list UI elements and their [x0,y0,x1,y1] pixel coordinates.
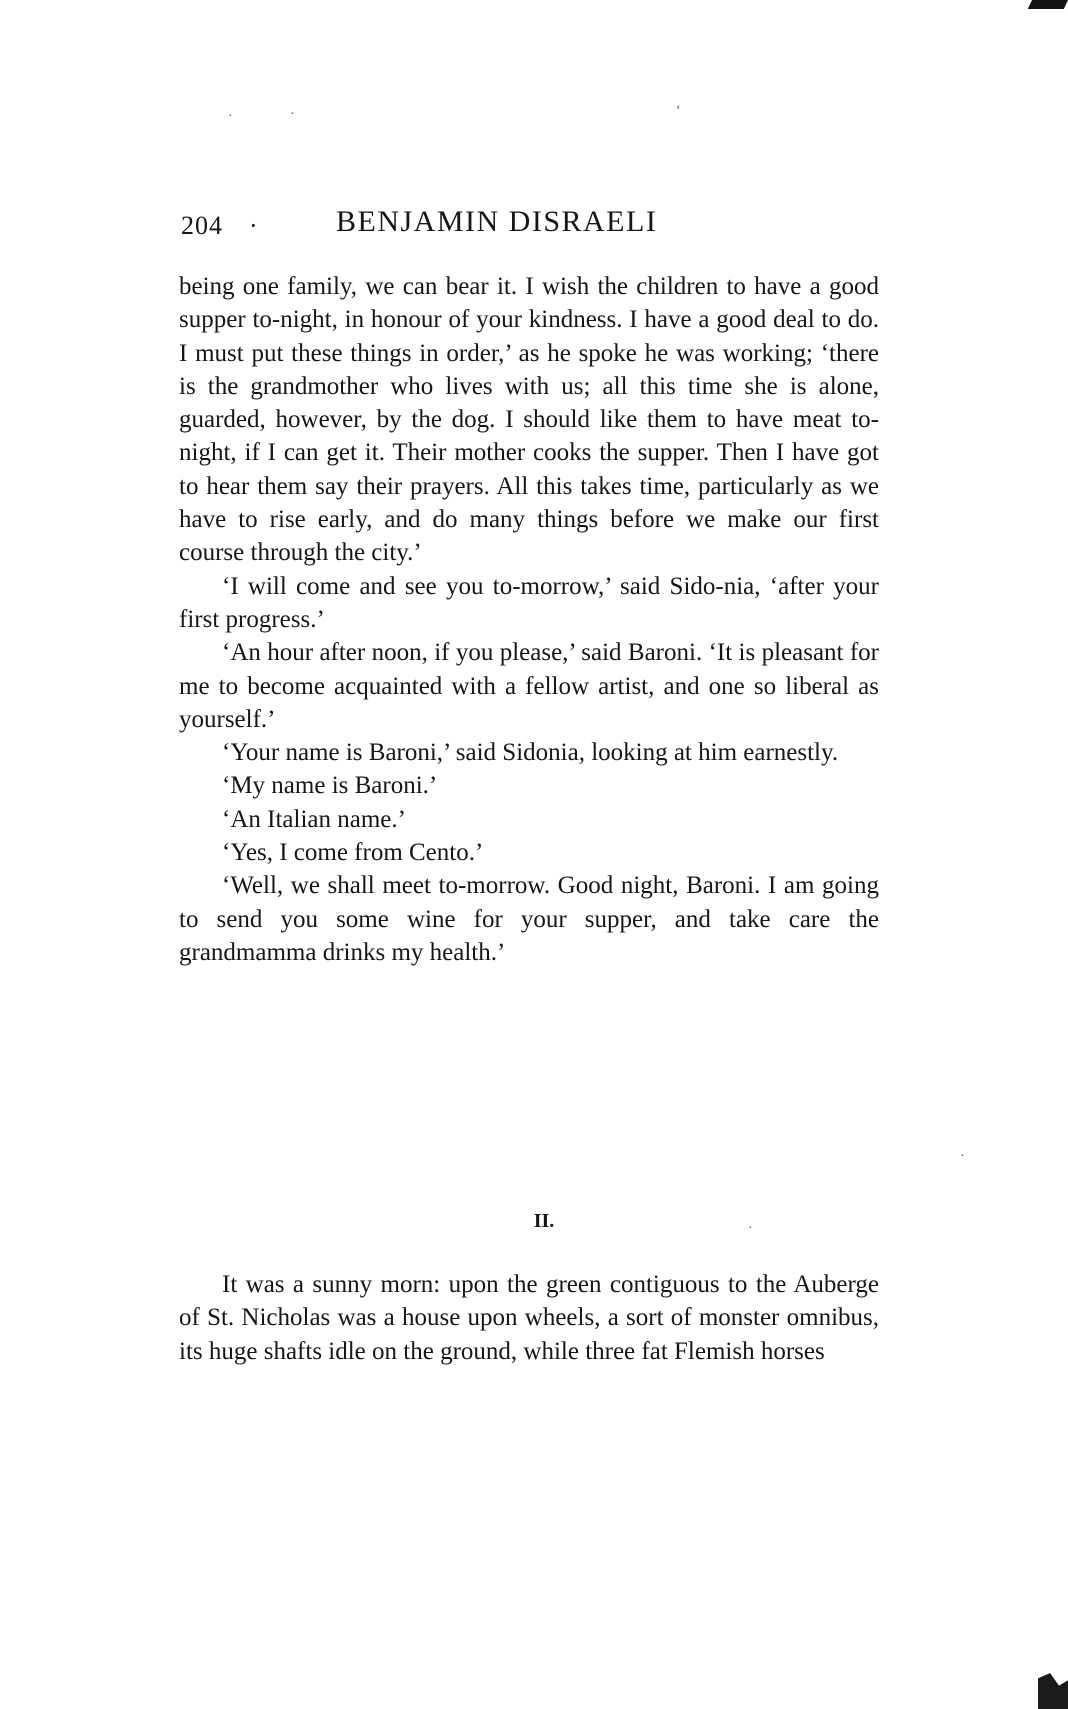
paragraph: ‘An Italian name.’ [222,805,406,833]
paragraph: It was a sunny morn: upon the green contiguous to the Auberge of St. Nicholas was a house upon wheels, a sort of monster omnibus, its huge shafts idle on the ground, while three fat Flemish horses [179,1271,879,1365]
section-text [179,1268,879,1368]
paragraph: ‘My name is Baroni.’ [222,772,438,800]
scan-speck: ‘ [676,103,681,118]
section-heading: II. [533,1210,555,1232]
scan-speck: · [748,1221,753,1236]
scan-edge-mark [1028,0,1068,9]
header-separator: · [249,211,258,240]
paragraph: ‘Yes, I come from Cento.’ [222,839,484,867]
scan-edge-mark [1038,1673,1068,1709]
scan-speck: · [290,107,295,122]
main-text [179,270,879,969]
paragraph: ‘Well, we shall meet to-morrow. Good night, Baroni. I am going to send you some wine for your supper, and take care the grandmamma drinks my health.’ [179,872,879,966]
paragraph: ‘Your name is Baroni,’ said Sidonia, looking at him earnestly. [222,739,839,767]
scan-speck: · [228,109,233,124]
paragraph: ‘I will come and see you to-morrow,’ said Sido-nia, ‘after your first progress.’ [179,572,879,633]
running-header [181,205,881,245]
paragraph: ‘An hour after noon, if you please,’ said Baroni. ‘It is pleasant for me to become acquainted with a fellow artist, and one so liberal as yourself.’ [179,639,879,733]
page-number: 204 [181,211,223,240]
running-title: BENJAMIN DISRAELI [336,205,658,238]
paragraph-continuation: being one family, we can bear it. I wish the children to have a good supper to-night, in honour of your kindness. I have a good deal to do. I must put these things in order,’ as he spoke he was working; ‘there is the grandmother who lives with us; all this time she is alone, guarded, however, by the dog. I should like them to have meat to-night, if I can get it. Their mother cooks the supper. Then I have got to hear them say their prayers. All this takes time, particularly as we have to rise early, and do many things before we make our first course through the city.’ [179,273,879,567]
scan-speck: · [960,1149,965,1164]
